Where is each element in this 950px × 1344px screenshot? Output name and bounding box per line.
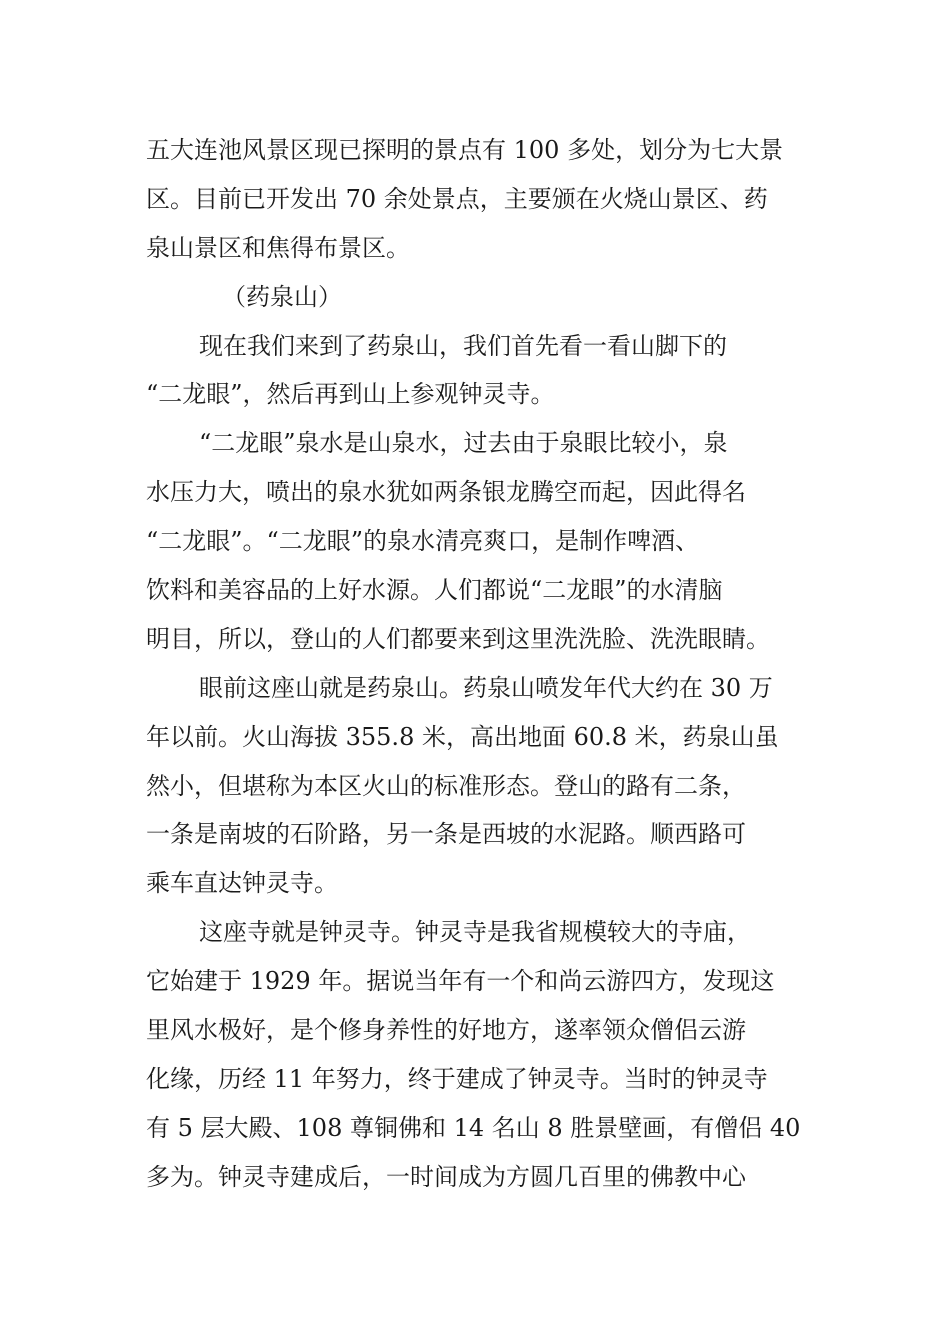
text-line: 明目，所以，登山的人们都要来到这里洗洗脸、洗洗眼睛。 [146,624,770,653]
text-line: 它始建于 1929 年。据说当年有一个和尚云游四方，发现这 [146,967,775,996]
document-body [146,126,808,1202]
text-line: 一条是南坡的石阶路，另一条是西坡的水泥路。顺西路可 [146,820,746,849]
text-line: “二龙眼”，然后再到山上参观钟灵寺。 [146,380,555,409]
text-line: 现在我们来到了药泉山，我们首先看一看山脚下的 [199,331,727,360]
text-line: 然小，但堪称为本区火山的标准形态。登山的路有二条， [146,771,746,800]
text-line: 泉山景区和焦得布景区。 [146,233,410,262]
text-line: “二龙眼”泉水是山泉水，过去由于泉眼比较小，泉 [199,429,728,458]
text-line: 这座寺就是钟灵寺。钟灵寺是我省规模较大的寺庙， [199,918,751,947]
text-line: 年以前。火山海拔 355.8 米，高出地面 60.8 米，药泉山虽 [146,722,779,751]
text-line: 有 5 层大殿、108 尊铜佛和 14 名山 8 胜景壁画，有僧侣 40 [146,1113,801,1142]
text-line: 眼前这座山就是药泉山。药泉山喷发年代大约在 30 万 [199,673,773,702]
text-line: “二龙眼”。“二龙眼”的泉水清亮爽口，是制作啤酒、 [146,527,700,556]
text-line: 多为。钟灵寺建成后，一时间成为方圆几百里的佛教中心 [146,1162,746,1191]
text-line: 里风水极好，是个修身养性的好地方，遂率领众僧侣云游 [146,1016,746,1045]
text-line: 水压力大，喷出的泉水犹如两条银龙腾空而起，因此得名 [146,478,746,507]
text-line: 饮料和美容品的上好水源。人们都说“二龙眼”的水清脑 [146,576,723,605]
text-line: 乘车直达钟灵寺。 [146,869,338,898]
text-line: 五大连池风景区现已探明的景点有 100 多处，划分为七大景 [146,136,784,164]
text-line: 区。目前已开发出 70 余处景点，主要颁在火烧山景区、药 [146,184,768,213]
section-heading: （药泉山） [222,282,342,311]
text-line: 化缘，历经 11 年努力，终于建成了钟灵寺。当时的钟灵寺 [146,1064,768,1093]
